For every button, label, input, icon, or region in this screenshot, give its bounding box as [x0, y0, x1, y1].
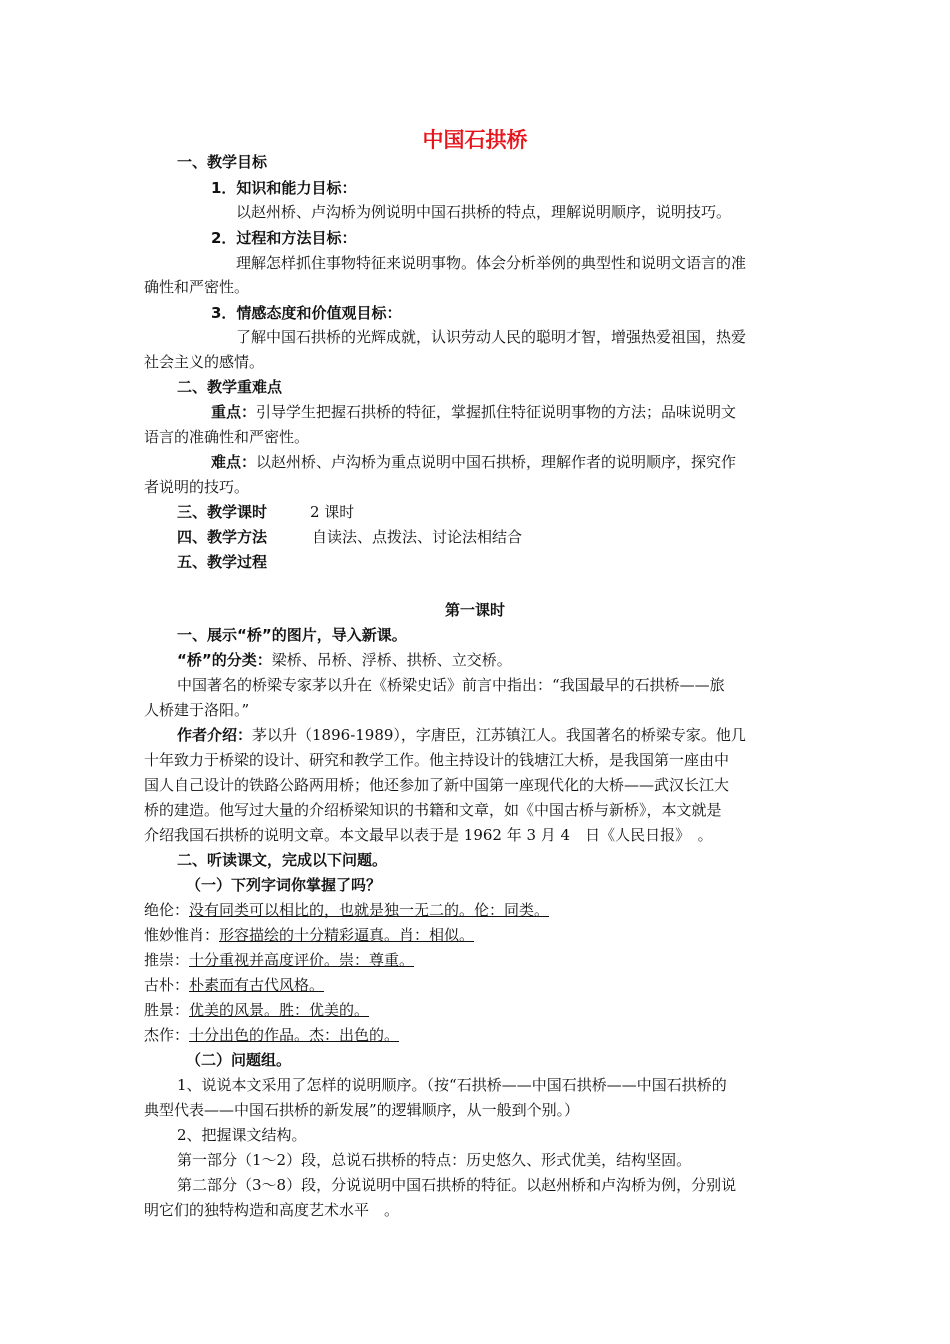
- goal-3-title: 3．情感态度和价值观目标：: [211, 304, 402, 322]
- classification-label: “桥”的分类：: [177, 651, 272, 669]
- difficulty-label: 难点：: [211, 453, 257, 471]
- vocab-item: [144, 950, 414, 970]
- lesson-heading: 第一课时: [444, 601, 505, 619]
- section-heading-methods: 四、教学方法: [177, 528, 268, 546]
- author-intro-text: 茅以升（1896-1989），字唐臣，江苏镇江人。我国著名的桥梁专家。他几: [252, 726, 746, 744]
- vocab-definition: 十分出色的作品。杰：出色的。: [189, 1026, 400, 1044]
- structure-part-1: 第一部分（1～2）段，总说石拱桥的特点：历史悠久、形式优美，结构坚固。: [177, 1151, 692, 1169]
- key-point-line: [211, 402, 736, 422]
- section-heading-process: 五、教学过程: [177, 553, 268, 571]
- author-intro-line: 国人自己设计的铁路公路两用桥；他还参加了新中国第一座现代化的大桥——武汉长江大: [144, 776, 730, 794]
- key-point-text: 引导学生把握石拱桥的特征，掌握抓住特征说明事物的方法；品味说明文: [256, 403, 737, 421]
- question-group-2-heading: （二）问题组。: [186, 1051, 292, 1069]
- key-point-text-line: 语言的准确性和严密性。: [144, 428, 310, 446]
- goal-1-text: 以赵州桥、卢沟桥为例说明中国石拱桥的特点，理解说明顺序，说明技巧。: [236, 203, 732, 221]
- author-intro-line: 介绍我国石拱桥的说明文章。本文最早以表于是 1962 年 3 月 4 日《人民日报》 。: [144, 826, 713, 844]
- goal-2-text-line: 确性和严密性。: [144, 278, 250, 296]
- quote-line: 中国著名的桥梁专家茅以升在《桥梁史话》前言中指出：“我国最早的石拱桥——旅: [177, 676, 725, 694]
- goal-2-title: 2．过程和方法目标：: [211, 229, 357, 247]
- vocab-item: [144, 1025, 399, 1045]
- difficulty-line: [211, 452, 736, 472]
- goal-1-title: 1．知识和能力目标：: [211, 179, 357, 197]
- goal-3-text-line: 了解中国石拱桥的光辉成就，认识劳动人民的聪明才智，增强热爱祖国，热爱: [236, 328, 747, 346]
- vocab-definition: 形容描绘的十分精彩逼真。肖：相似。: [219, 926, 475, 944]
- author-intro-line: 十年致力于桥梁的设计、研究和教学工作。他主持设计的钱塘江大桥，是我国第一座由中: [144, 751, 730, 769]
- question-line: 典型代表——中国石拱桥的新发展”的逻辑顺序，从一般到个别。）: [144, 1101, 580, 1119]
- vocab-word: 惟妙惟肖：: [144, 926, 220, 944]
- goal-3-text-line: 社会主义的感情。: [144, 353, 265, 371]
- question-line: 1、说说本文采用了怎样的说明顺序。（按“石拱桥——中国石拱桥——中国石拱桥的: [177, 1076, 727, 1094]
- vocab-definition: 没有同类可以相比的，也就是独一无二的。伦：同类。: [189, 901, 550, 919]
- section-heading-hours: 三、教学课时: [177, 503, 268, 521]
- author-intro-label: 作者介绍：: [177, 726, 253, 744]
- vocab-word: 胜景：: [144, 1001, 190, 1019]
- author-intro-line: [177, 725, 746, 745]
- vocab-item: [144, 925, 474, 945]
- goal-2-text-line: 理解怎样抓住事物特征来说明事物。体会分析举例的典型性和说明文语言的准: [236, 254, 747, 272]
- difficulty-text: 以赵州桥、卢沟桥为重点说明中国石拱桥，理解作者的说明顺序，探究作: [256, 453, 737, 471]
- structure-part-2-line: 明它们的独特构造和高度艺术水平 。: [144, 1201, 400, 1219]
- bridge-classification: [177, 650, 512, 670]
- vocab-word: 绝伦：: [144, 901, 190, 919]
- step-2-heading: 二、听读课文，完成以下问题。: [177, 851, 388, 869]
- vocab-word: 推崇：: [144, 951, 190, 969]
- quote-line: 人桥建于洛阳。”: [144, 701, 250, 719]
- vocab-definition: 优美的风景。胜：优美的。: [189, 1001, 370, 1019]
- page-title: 中国石拱桥: [422, 128, 528, 152]
- vocab-definition: 十分重视并高度评价。崇：尊重。: [189, 951, 415, 969]
- section-heading-key-points: 二、教学重难点: [177, 378, 283, 396]
- hours-value: 2 课时: [310, 503, 355, 521]
- vocab-item: [144, 975, 324, 995]
- question-group-1-heading: （一）下列字词你掌握了吗？: [186, 876, 382, 894]
- question-line: 2、把握课文结构。: [177, 1126, 307, 1144]
- vocab-definition: 朴素而有古代风格。: [189, 976, 325, 994]
- vocab-item: [144, 900, 549, 920]
- vocab-word: 古朴：: [144, 976, 190, 994]
- methods-value: 自读法、点拨法、讨论法相结合: [312, 528, 523, 546]
- section-heading-goals: 一、教学目标: [177, 153, 268, 171]
- step-1-heading: 一、展示“桥”的图片，导入新课。: [177, 626, 407, 644]
- difficulty-text-line: 者说明的技巧。: [144, 478, 250, 496]
- author-intro-line: 桥的建造。他写过大量的介绍桥梁知识的书籍和文章，如《中国古桥与新桥》，本文就是: [144, 801, 722, 819]
- structure-part-2: 第二部分（3～8）段，分说说明中国石拱桥的特征。以赵州桥和卢沟桥为例，分别说: [177, 1176, 737, 1194]
- vocab-item: [144, 1000, 369, 1020]
- vocab-word: 杰作：: [144, 1026, 190, 1044]
- classification-text: 梁桥、吊桥、浮桥、拱桥、立交桥。: [271, 651, 512, 669]
- key-point-label: 重点：: [211, 403, 257, 421]
